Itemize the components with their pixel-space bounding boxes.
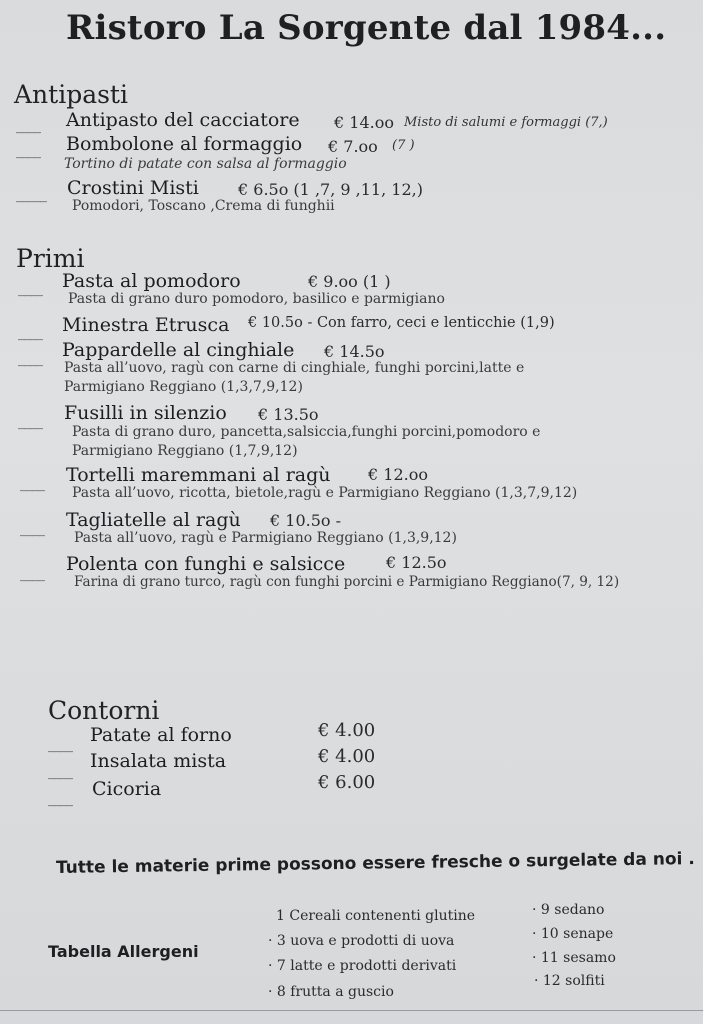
allergen-item: 1 Cereali contenenti glutine — [276, 908, 476, 924]
dish-price: € 13.5o — [258, 405, 319, 424]
blank-line: ____ — [48, 764, 72, 780]
section-heading-antipasti: Antipasti — [14, 80, 128, 109]
dish-name: Crostini Misti — [67, 177, 199, 199]
dish-description: Pasta all’uovo, ragù con carne di cinghiale, funghi porcini,latte e — [64, 360, 525, 376]
blank-line: ____ — [48, 737, 72, 753]
dish-price: € 10.5o - — [270, 511, 342, 530]
dish-description: Pasta all’uovo, ricotta, bietole,ragù e Parmigiano Reggiano (1,3,7,9,12) — [72, 485, 578, 501]
blank-line: ____ — [20, 521, 44, 537]
dish-name: Pasta al pomodoro — [62, 270, 241, 292]
dish-price: € 9.oo (1 ) — [308, 272, 391, 291]
dish-description: Pasta di grano duro, pancetta,salsiccia,funghi porcini,pomodoro e — [72, 424, 541, 440]
dish-description: Pasta all’uovo, ragù e Parmigiano Reggiano (1,3,9,12) — [74, 530, 457, 546]
dish-price: € 10.5o - Con farro, ceci e lenticchie (1,9) — [248, 315, 555, 331]
blank-line: ____ — [16, 143, 40, 159]
dish-price: € 7.oo — [328, 137, 378, 156]
dish-price: € 4.00 — [318, 720, 376, 741]
dish-name: Patate al forno — [90, 724, 232, 746]
blank-line: ____ — [48, 791, 72, 807]
allergen-item: · 7 latte e prodotti derivati — [268, 958, 457, 974]
allergen-item: · 3 uova e prodotti di uova — [268, 933, 455, 949]
dish-description: Parmigiano Reggiano (1,7,9,12) — [72, 443, 298, 459]
dish-price: € 14.oo — [334, 113, 394, 132]
dish-price: € 12.oo — [368, 465, 428, 484]
menu-title: Ristoro La Sorgente dal 1984... — [66, 8, 667, 48]
blank-line: ____ — [20, 476, 44, 492]
dish-name: Tagliatelle al ragù — [66, 509, 241, 531]
dish-description: Pasta di grano duro pomodoro, basilico e parmigiano — [68, 291, 445, 307]
section-heading-primi: Primi — [16, 244, 85, 273]
sourcing-note: Tutte le materie prime possono essere fresche o surgelate da noi . — [55, 849, 695, 878]
allergen-item: · 9 sedano — [532, 902, 605, 918]
allergen-table-title: Tabella Allergeni — [48, 942, 199, 961]
page-edge-divider — [0, 1010, 703, 1011]
dish-price: € 6.00 — [318, 772, 376, 793]
dish-price: € 14.5o — [324, 342, 385, 361]
dish-name: Polenta con funghi e salsicce — [66, 553, 346, 575]
section-heading-contorni: Contorni — [48, 696, 160, 725]
dish-description: Pomodori, Toscano ,Crema di funghii — [72, 198, 335, 214]
dish-name: Minestra Etrusca — [62, 314, 230, 336]
allergen-item: · 8 frutta a guscio — [268, 984, 394, 1000]
dish-name: Antipasto del cacciatore — [66, 109, 300, 131]
dish-description: Tortino di patate con salsa al formaggio — [64, 156, 347, 172]
dish-name: Insalata mista — [90, 750, 227, 772]
dish-name: Fusilli in silenzio — [64, 402, 227, 424]
blank-line: ____ — [18, 351, 42, 367]
dish-note: Misto di salumi e formaggi (7,) — [404, 115, 608, 130]
dish-price: € 12.5o — [386, 553, 447, 572]
blank-line: ____ — [20, 566, 44, 582]
blank-line: ____ — [18, 414, 42, 430]
blank-line: ____ — [16, 118, 40, 134]
dish-name: Pappardelle al cinghiale — [62, 339, 295, 361]
allergen-item: · 11 sesamo — [532, 950, 616, 966]
dish-description: Parmigiano Reggiano (1,3,7,9,12) — [64, 379, 303, 395]
dish-price: € 4.00 — [318, 746, 376, 767]
dish-name: Cicoria — [92, 778, 162, 800]
allergen-item: · 10 senape — [532, 926, 614, 942]
allergen-item: · 12 solfiti — [534, 973, 605, 989]
dish-note: (7 ) — [392, 138, 415, 153]
dish-name: Bombolone al formaggio — [66, 133, 303, 155]
dish-name: Tortelli maremmani al ragù — [66, 464, 331, 486]
dish-price: € 6.5o (1 ,7, 9 ,11, 12,) — [238, 180, 423, 199]
blank-line: _____ — [16, 187, 46, 203]
dish-description: Farina di grano turco, ragù con funghi porcini e Parmigiano Reggiano(7, 9, 12) — [74, 574, 620, 590]
blank-line: ____ — [18, 325, 42, 341]
blank-line: ____ — [18, 281, 42, 297]
